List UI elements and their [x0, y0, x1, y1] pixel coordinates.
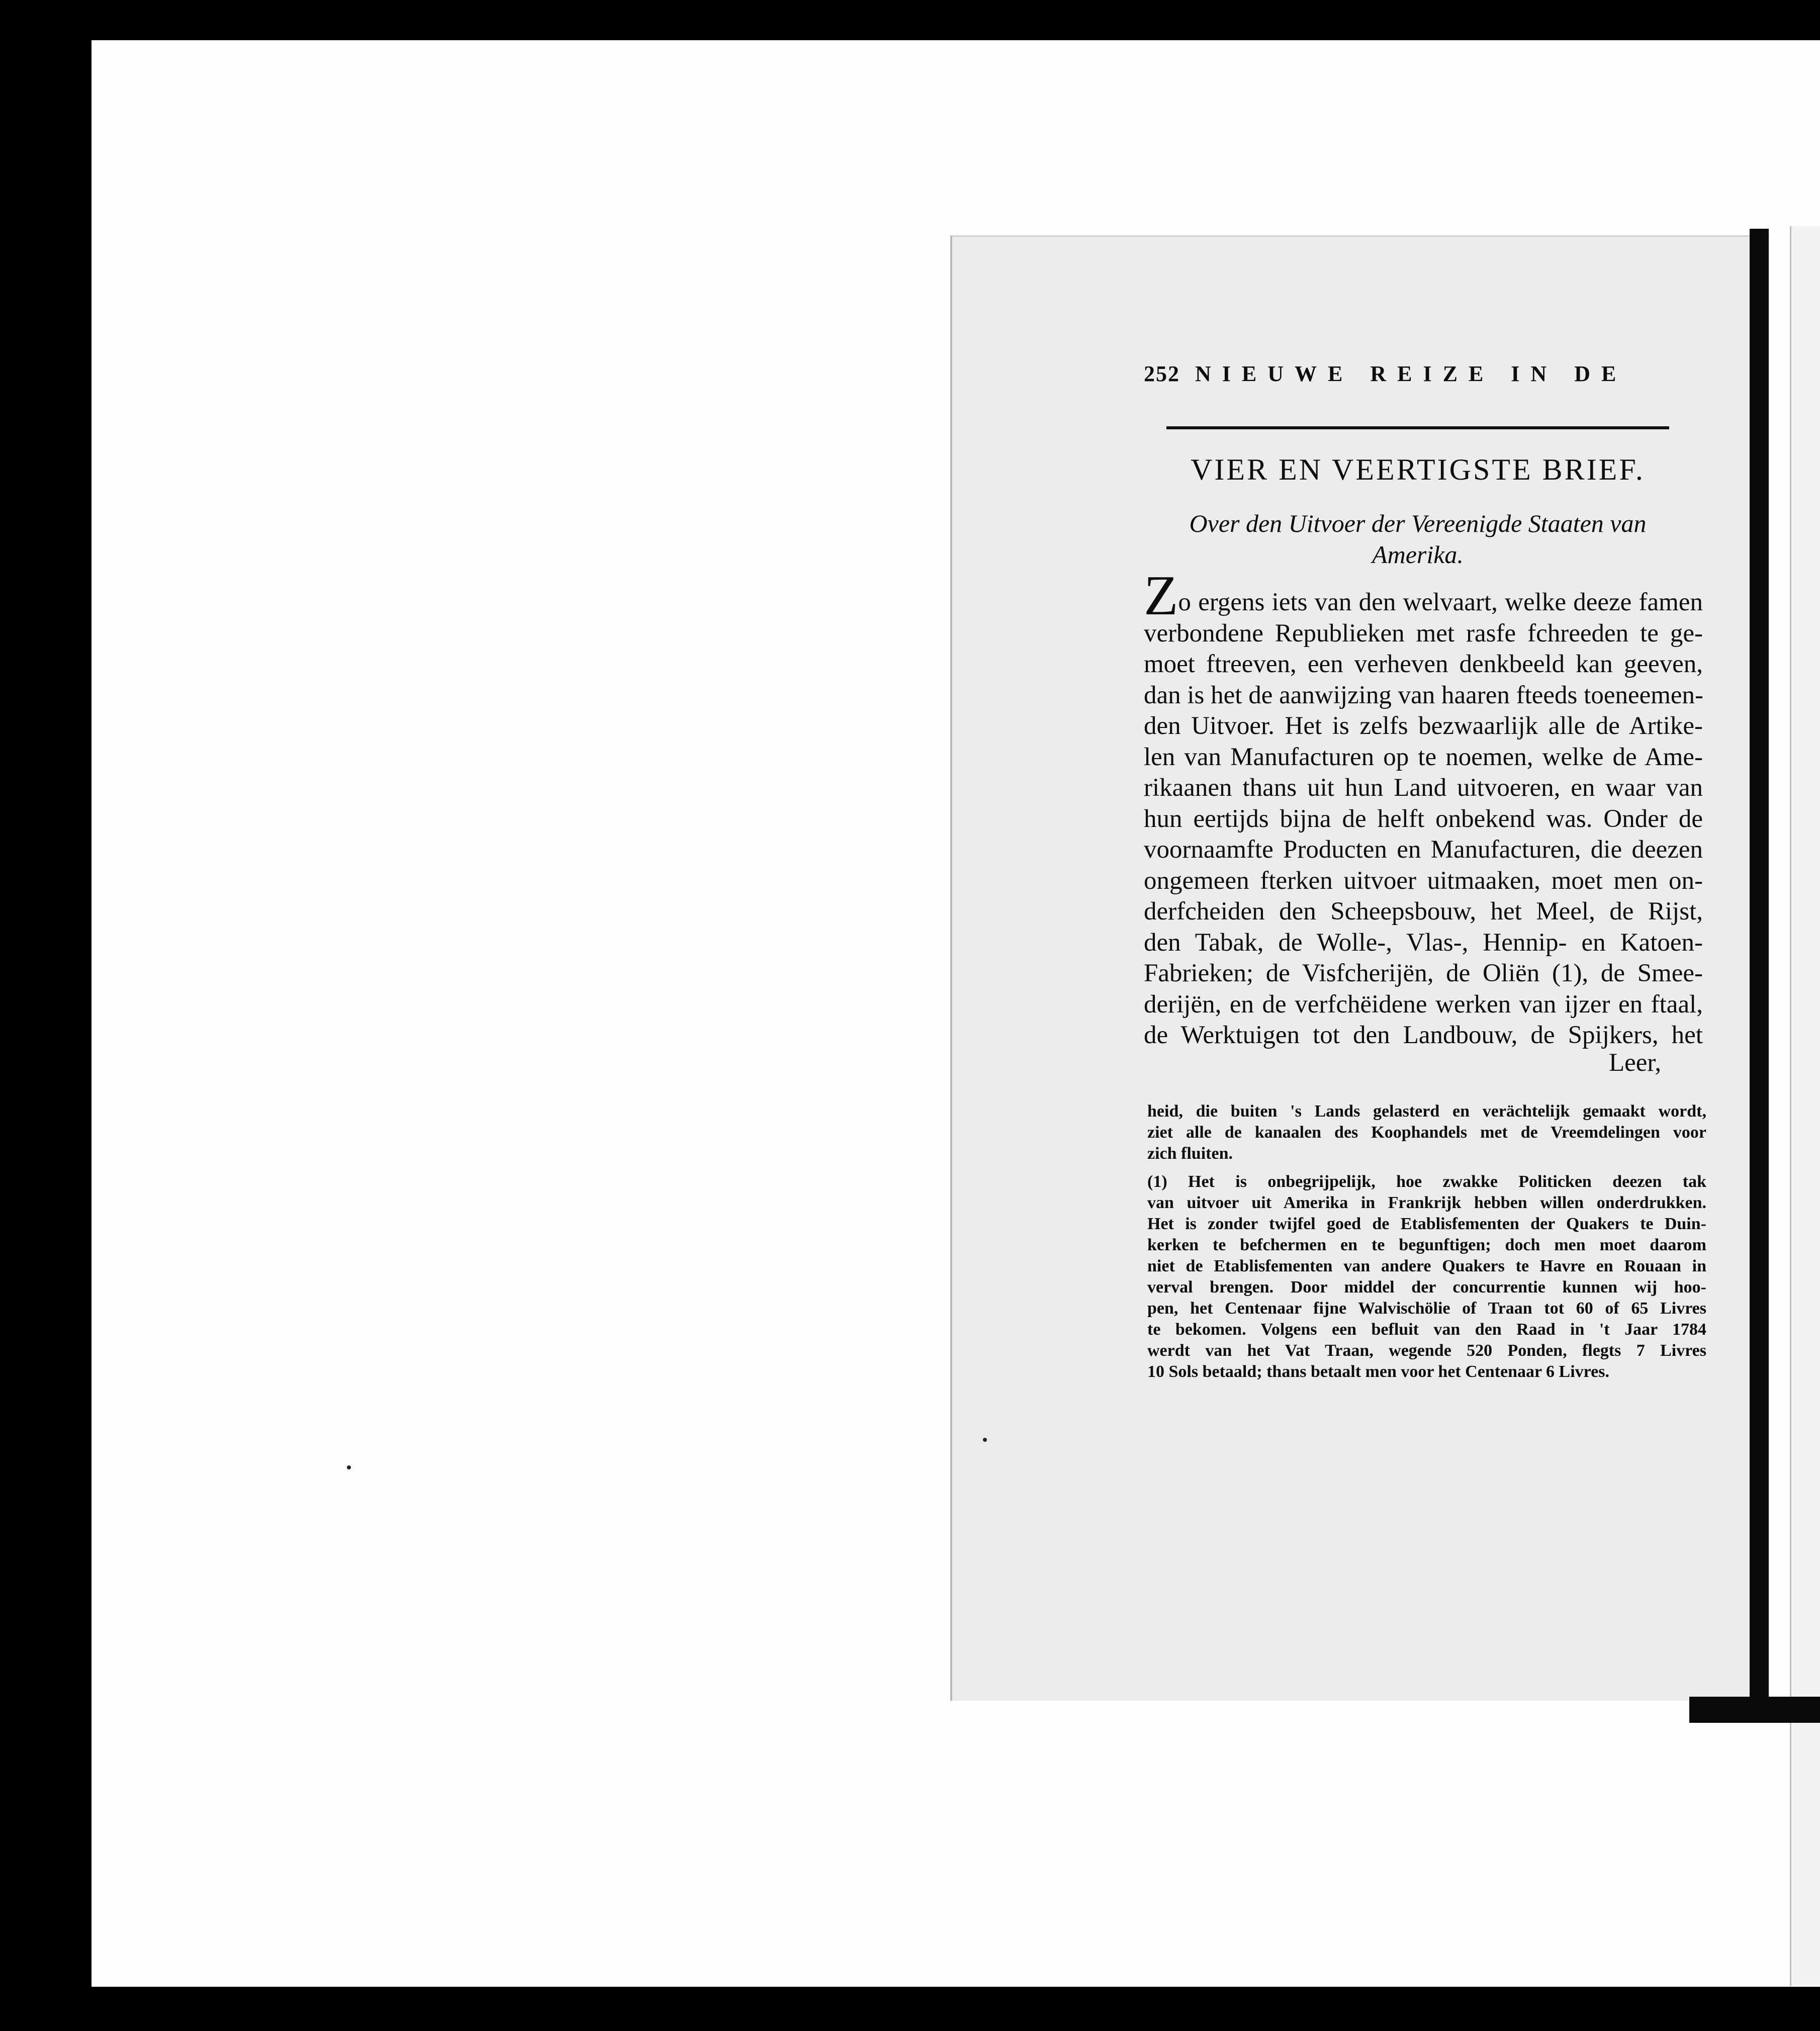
drop-cap: Z	[1144, 565, 1178, 627]
footnote-line: niet de Etablisfementen van andere Quakers te Havre en Rouaan in	[1147, 1257, 1706, 1275]
binding-shadow-foot	[1689, 1697, 1820, 1723]
binding-shadow	[1750, 229, 1769, 1707]
body-line-text: o ergens iets van den welvaart, welke deeze famen	[1178, 588, 1703, 616]
subtitle-line: Amerika.	[1372, 540, 1464, 569]
catchword: Leer,	[1609, 1049, 1662, 1077]
header-rule	[1166, 426, 1669, 429]
footnote-line: (1) Het is onbegrijpelijk, hoe zwakke Politicken deezen tak	[1147, 1172, 1706, 1191]
body-paragraph	[1144, 565, 1704, 1051]
page-number: 252	[1144, 361, 1180, 386]
footnote-line: ziet alle de kanaalen des Koophandels met de Vreemdelingen voor	[1147, 1123, 1706, 1142]
body-line: de Werktuigen tot den Landbouw, de Spijkers, het	[1144, 1021, 1703, 1049]
body-line: derfcheiden den Scheepsbouw, het Meel, de Rijst,	[1144, 897, 1703, 926]
body-line: Fabrieken; de Visfcherijën, de Oliën (1), de Smee-	[1144, 959, 1703, 987]
footnote-line: pen, het Centenaar fijne Walvischölie of Traan tot 60 of 65 Livres	[1147, 1299, 1706, 1318]
footnotes	[1147, 1101, 1706, 1382]
body-line: len van Manufacturen op te noemen, welke de Ame-	[1144, 743, 1703, 771]
footnote-gap	[1147, 1164, 1706, 1171]
body-line: ongemeen fterken uitvoer uitmaaken, moet men on-	[1144, 866, 1703, 895]
running-head	[1144, 361, 1672, 391]
footnote-line: heid, die buiten 's Lands gelasterd en verächtelijk gemaakt wordt,	[1147, 1102, 1706, 1121]
body-line: den Uitvoer. Het is zelfs bezwaarlijk alle de Artike-	[1144, 712, 1703, 740]
film-border-left	[0, 0, 90, 2031]
running-head-title: NIEUWE REIZE IN DE	[1195, 361, 1627, 386]
body-line: den Tabak, de Wolle-, Vlas-, Hennip- en Katoen-	[1144, 928, 1703, 957]
footnote-line: 10 Sols betaald; thans betaalt men voor het Centenaar 6 Livres.	[1147, 1362, 1609, 1381]
letter-title: VIER EN VEERTIGSTE BRIEF.	[1191, 453, 1645, 486]
film-border-bottom	[0, 1988, 1820, 2031]
footnote-line: te bekomen. Volgens een befluit van den Raad in 't Jaar 1784	[1147, 1320, 1706, 1339]
film-border-top	[0, 0, 1820, 39]
dust-speck	[983, 1438, 987, 1442]
footnote-line: werdt van het Vat Traan, wegende 520 Ponden, flegts 7 Livres	[1147, 1341, 1706, 1360]
body-line: verbondene Republieken met rasfe fchreeden te ge-	[1144, 619, 1703, 648]
body-line: voornaamfte Producten en Manufacturen, die deezen	[1144, 836, 1703, 864]
body-line: dan is het de aanwijzing van haaren fteeds toeneemen-	[1144, 681, 1704, 709]
letter-subtitle	[1166, 508, 1669, 570]
footnote-line: Het is zonder twijfel goed de Etablisfementen der Quakers te Duin-	[1147, 1215, 1706, 1233]
body-line: rikaanen thans uit hun Land uitvoeren, en waar van	[1144, 774, 1703, 802]
footnote-line: zich fluiten.	[1147, 1144, 1233, 1163]
body-line: hun eertijds bijna de helft onbekend was. Onder de	[1144, 804, 1703, 833]
footnote-line: kerken te befchermen en te begunftigen; doch men moet daarom	[1147, 1236, 1706, 1254]
footnote-line: van uitvoer uit Amerika in Frankrijk hebben willen onderdrukken.	[1147, 1193, 1706, 1212]
body-line	[1144, 565, 1703, 627]
body-line: moet ftreeven, een verheven denkbeeld kan geeven,	[1144, 650, 1703, 678]
footnote-line: verval brengen. Door middel der concurrentie kunnen wij hoo-	[1147, 1278, 1706, 1297]
subtitle-line: Over den Uitvoer der Vereenigde Staaten van	[1189, 509, 1647, 537]
body-line: derijën, en de verfchëidene werken van ijzer en ftaal,	[1144, 990, 1703, 1019]
dust-speck	[347, 1465, 351, 1469]
